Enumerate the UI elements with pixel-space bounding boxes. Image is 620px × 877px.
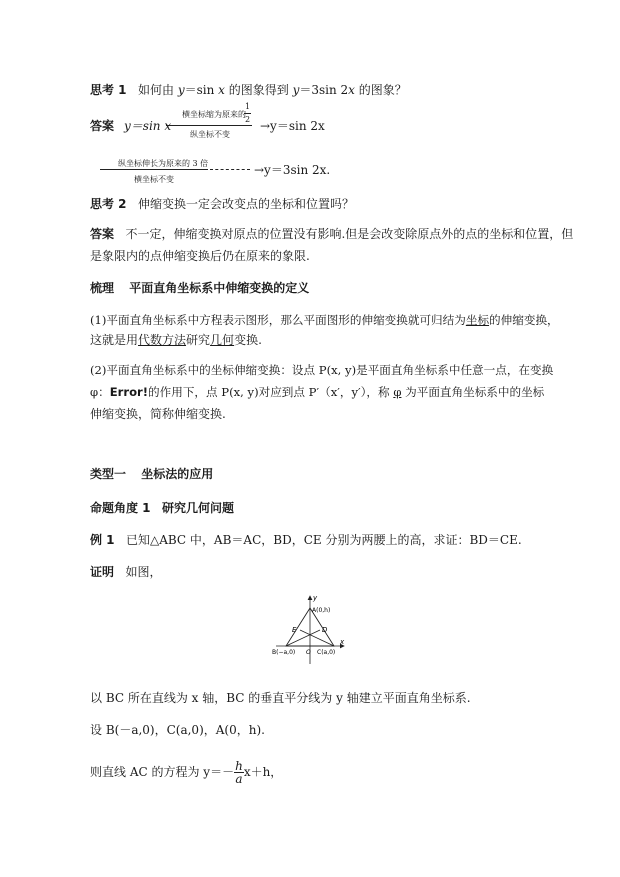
body-line3-num: h <box>235 759 243 773</box>
body-line3-post: x＋h， <box>243 765 283 779</box>
think1-f1: y <box>177 83 185 97</box>
item1-line2-mid: 研究 <box>186 333 211 347</box>
think2-line <box>90 196 354 212</box>
item1-line1-post: 变换， <box>523 313 559 327</box>
angle1-title: 研究几何问题 <box>161 501 234 515</box>
item2-line2-end: 为平面直角坐标系中的坐标 <box>405 385 545 399</box>
item1-line1-pre: (1)平面直角坐标系中方程表示图形，那么平面图形的伸缩变换就可归结为 <box>90 313 466 327</box>
summary-label: 梳理 <box>90 281 115 295</box>
proof-line <box>90 564 161 580</box>
summary-line <box>90 280 309 296</box>
answer1-step1-line <box>166 125 252 126</box>
example1-label: 例 1 <box>90 533 115 547</box>
proof-label: 证明 <box>90 565 115 579</box>
item2-line2 <box>90 384 544 400</box>
summary-title: 平面直角坐标系中伸缩变换的定义 <box>129 281 310 295</box>
label-b: B(−a,0) <box>272 649 296 656</box>
label-a: A(0,h) <box>312 607 331 614</box>
triangle-figure <box>270 590 370 668</box>
think1-f1b: ＝sin <box>184 83 219 97</box>
think1-f2b: ＝3sin 2 <box>299 83 349 97</box>
body-line2: 设 B(－a,0)，C(a,0)，A(0，h). <box>90 723 265 737</box>
item2-line2-pre: φ： <box>90 385 110 399</box>
item2-line1: (2)平面直角坐标系中的坐标伸缩变换：设点 P(x, y)是平面直角坐标系中任意一点，在变换 <box>90 363 554 377</box>
label-d: D <box>322 626 328 634</box>
item1-line2 <box>90 332 262 348</box>
type1-label: 类型一 <box>90 467 127 481</box>
label-e: E <box>292 626 297 634</box>
item2-line2-u: φ <box>393 385 402 399</box>
label-o: O <box>306 649 311 656</box>
answer1-step1-frac <box>244 101 251 126</box>
think1-post: 的图象？ <box>354 83 407 97</box>
type1-line <box>90 466 213 482</box>
think2-text: 伸缩变换一定会改变点的坐标和位置吗？ <box>137 197 354 211</box>
label-x: x <box>340 638 345 646</box>
think1-f1c: x <box>218 83 225 97</box>
answer2-line1 <box>90 226 573 242</box>
think1-f2: y <box>292 83 300 97</box>
answer1-step1-bottom: 纵坐标不变 <box>190 130 230 139</box>
think2-label: 思考 2 <box>90 197 127 211</box>
think1-mid: 的图象得到 <box>224 83 293 97</box>
body-line3-pre: 则直线 AC 的方程为 y＝－ <box>90 765 235 779</box>
answer1-step1-result: →y＝sin 2x <box>260 119 325 133</box>
answer1-step2-line <box>100 169 208 170</box>
item1-line2-u2: 几何 <box>210 333 235 347</box>
answer1-step2-result: →y＝3sin 2x. <box>254 163 331 177</box>
label-c: C(a,0) <box>317 649 336 656</box>
label-y: y <box>313 594 318 602</box>
answer1-step2-dash <box>210 169 250 170</box>
think1-label: 思考 1 <box>90 83 127 97</box>
item2-line3: 伸缩变换，简称伸缩变换. <box>90 407 226 421</box>
body-line1: 以 BC 所在直线为 x 轴，BC 的垂直平分线为 y 轴建立平面直角坐标系. <box>90 691 471 705</box>
answer2-line2: 是象限内的点伸缩变换后仍在原来的象限. <box>90 249 310 263</box>
answer1-step2-top: 纵坐标伸长为原来的 3 倍 <box>118 159 209 168</box>
angle1-line <box>90 500 234 516</box>
answer2-text1: 不一定，伸缩变换对原点的位置没有影响.但是会改变除原点外的点的坐标和位置，但 <box>125 227 574 241</box>
answer1-step2-bottom: 横坐标不变 <box>134 175 174 184</box>
item1-line1-mid: 的 <box>489 313 501 327</box>
body-line3-den: a <box>235 772 243 786</box>
item1-line2-post: 变换. <box>234 333 262 347</box>
angle1-label: 命题角度 1 <box>90 501 151 515</box>
think1-pre: 如何由 <box>137 83 178 97</box>
item1-line2-pre: 这就是用 <box>90 333 139 347</box>
answer1-step1-frac-den: 2 <box>245 115 251 124</box>
item1-line2-u: 代数方法 <box>138 333 187 347</box>
answer2-label: 答案 <box>90 227 115 241</box>
item1-line1-u2: 伸缩 <box>500 313 524 327</box>
item1-line1 <box>90 312 559 328</box>
example1-text: 已知△ABC 中，AB＝AC，BD，CE 分别为两腰上的高，求证：BD＝CE. <box>125 533 522 547</box>
answer1-start: y＝sin x <box>124 119 172 133</box>
think1-line <box>90 82 407 98</box>
item2-line2-post: 的作用下，点 P(x, y)对应到点 P′（x′，y′），称 <box>148 385 390 399</box>
think1-f2c: x <box>348 83 355 97</box>
answer1-step1-frac-num: 1 <box>244 101 251 114</box>
type1-title: 坐标法的应用 <box>141 467 214 481</box>
proof-text: 如图， <box>125 565 162 579</box>
item2-line2-err: Error! <box>109 385 149 399</box>
body-line3 <box>90 760 282 785</box>
answer1-step1-top: 横坐标缩为原来的 <box>182 110 246 119</box>
example1-line <box>90 532 522 548</box>
item1-line1-u: 坐标 <box>465 313 490 327</box>
answer1-label: 答案 <box>90 119 115 133</box>
body-line3-frac <box>234 760 244 785</box>
